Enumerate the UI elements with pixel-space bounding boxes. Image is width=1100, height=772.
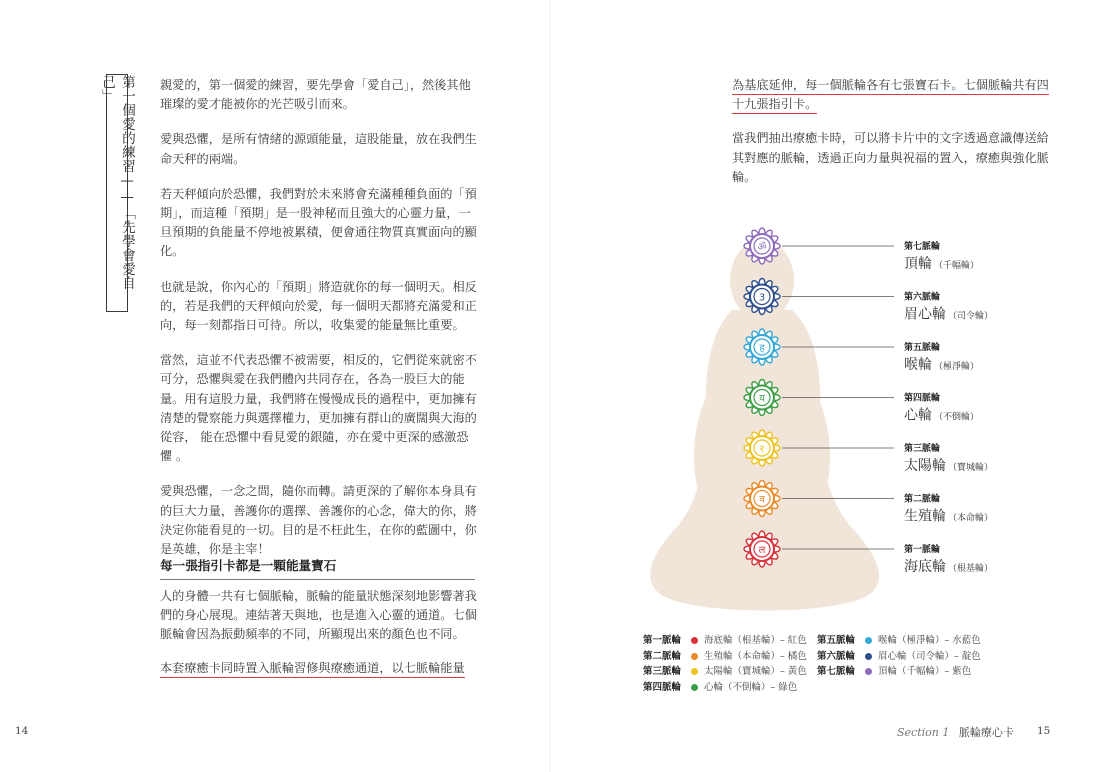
paragraph: 愛與恐懼，是所有情緒的源頭能量，這股能量，放在我們生命天秤的兩端。 (160, 132, 477, 166)
chakra-name-label: 眉心輪 （司令輪） (904, 306, 994, 323)
chakra-name-label: 海底輪 （根基輪） (904, 559, 994, 575)
legend-text: 頂輪（千幅輪）– 紫色 (878, 666, 972, 677)
paragraph: 親愛的，第一個愛的練習，要先學會「愛自己」，然後其他璀璨的愛才能被你的光芒吸引而來。 (160, 78, 471, 112)
chakra-name-label: 生殖輪 （本命輪） (904, 508, 994, 525)
chakra-figure (620, 218, 1060, 618)
legend-rank: 第一脈輪 (643, 635, 682, 646)
legend-color-dot (865, 653, 872, 660)
underlined-text: 為基底延伸，每一個脈輪各有七張寶石卡。七個脈輪共有四十九張指引卡。 (732, 78, 1049, 114)
legend-text: 眉心輪（司令輪）– 靛色 (878, 650, 981, 662)
legend-row (817, 649, 981, 665)
legend-row (817, 664, 981, 680)
chakra-glyph: ॐ (757, 242, 767, 253)
chakra-glyph: ह (759, 343, 765, 354)
legend-rank: 第七脈輪 (817, 666, 856, 677)
legend-color-dot (691, 668, 698, 675)
legend-text: 太陽輪（寶城輪）– 黃色 (704, 666, 807, 677)
legend-color-dot (865, 668, 872, 675)
chakra-rank-label: 第五脈輪 (904, 343, 941, 353)
paragraph: 當然，這並不代表恐懼不被需要，相反的，它們從來就密不可分，恐懼與愛在我們體內共同存在，各為一股巨大的能量。用有這股力量，我們將在慢慢成長的過程中，更加擁有清楚的覺察能力與選擇權力，更加擁有群山的廣闊與大海的從容， 能在恐懼中看見愛的銀隨，亦在愛中更深的感激恐懼 。 (160, 353, 477, 464)
chakra-glyph: 3 (758, 292, 766, 304)
chakra-rank-label: 第二脈輪 (904, 494, 941, 505)
underlined-text: 本套療癒卡同時置入脈輪習修與療癒通道，以七脈輪能量 (160, 661, 465, 678)
chakra-rank-label: 第一脈輪 (904, 545, 941, 555)
page-number-left: 14 (15, 725, 29, 737)
right-body-text (732, 76, 1052, 202)
legend-row (643, 664, 807, 680)
left-body-text-2 (160, 587, 478, 692)
vertical-chapter-title: 第一個愛的練習——「先學會愛自己」 (106, 74, 128, 312)
chakra-glyph: व (759, 494, 765, 506)
page-gutter (549, 0, 551, 772)
legend-text: 生殖輪（本命輪）– 橘色 (704, 650, 807, 662)
chakra-glyph: र (759, 444, 765, 455)
paragraph: 愛與恐懼，一念之間，隨你而轉。請更深的了解你本身具有的巨大力量，善護你的選擇、善護你的心念，偉大的你，將決定你能看見的一切。目的是不枉此生，在你的藍圖中，你是英雄，你是主宰！ (160, 484, 477, 557)
legend-text: 海底輪（根基輪）– 紅色 (704, 635, 807, 646)
paragraph-underlined (732, 76, 1052, 114)
chakra-glyph: ल (758, 545, 766, 556)
legend-text: 心輪（不倒輪）– 綠色 (704, 681, 798, 693)
section-heading: 每一張指引卡都是一顆能量寶石 (160, 555, 475, 580)
legend-text: 喉輪（極淨輪）– 水藍色 (878, 635, 981, 646)
paragraph: 若天秤傾向於恐懼，我們對於未來將會充滿種種負面的「預期」，而這種「預期」是一股神秘而且強大的心靈力量，一旦預期的負能量不停地被累積，便會通往物質真實面向的顯化。 (160, 186, 477, 259)
chakra-rank-label: 第三脈輪 (904, 444, 941, 454)
legend-color-dot (865, 637, 872, 644)
chakra-name-label: 頂輪 （千幅輪） (904, 256, 980, 272)
page-number-right: 15 (1037, 725, 1051, 737)
legend-row (643, 680, 807, 696)
paragraph: 也就是說，你內心的「預期」將造就你的每一個明天。相反的，若是我們的天秤傾向於愛，每一個明天都將充滿愛和正向，每一刻都指日可待。所以，收集愛的能量無比重要。 (160, 279, 477, 333)
chakra-rank-label: 第七脈輪 (904, 242, 941, 252)
left-body-text (160, 76, 478, 575)
chakra-name-label: 太陽輪 （寶城輪） (904, 458, 994, 474)
legend-rank: 第五脈輪 (817, 635, 856, 646)
running-footer (897, 724, 1014, 740)
chakra-name-label: 喉輪 （極淨輪） (904, 357, 980, 373)
section-label: Section 1 (897, 726, 950, 739)
legend-row (643, 649, 807, 665)
chakra-rank-label: 第六脈輪 (904, 292, 941, 303)
paragraph: 人的身體一共有七個脈輪，脈輪的能量狀態深刻地影響著我們的身心展現。連結著天與地，也是進入心靈的通道。七個脈輪會因為振動頻率的不同，所顯現出來的顏色也不同。 (160, 589, 477, 642)
legend-rank: 第六脈輪 (817, 650, 856, 662)
legend-color-dot (691, 653, 698, 660)
chakra-glyph: य (759, 393, 765, 405)
legend-rank: 第四脈輪 (643, 681, 682, 693)
chakra-rank-label: 第四脈輪 (904, 393, 941, 404)
paragraph: 當我們抽出療癒卡時，可以將卡片中的文字透過意識傳送給其對應的脈輪，透過正向力量與祝福的置入，療癒與強化脈輪。 (732, 131, 1049, 184)
legend-rank: 第三脈輪 (643, 666, 682, 677)
paragraph-underlined (160, 659, 478, 678)
legend-color-dot (691, 684, 698, 691)
chakra-name-label: 心輪 （不倒輪） (904, 407, 980, 424)
book-title: 脈輪療心卡 (958, 726, 1014, 739)
legend-row (817, 633, 981, 649)
legend-rank: 第二脈輪 (643, 650, 682, 662)
legend-color-dot (691, 637, 698, 644)
legend-row (643, 633, 807, 649)
